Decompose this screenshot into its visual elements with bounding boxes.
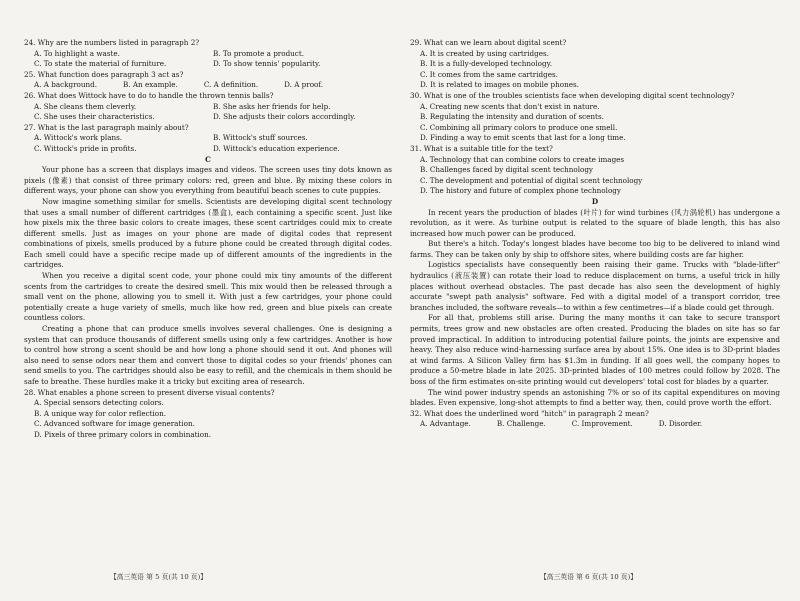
question-24-options	[24, 49, 392, 70]
page-footer-right: 【高三英语 第 6 页(共 10 页)】	[540, 573, 638, 581]
option: A. Technology that can combine colors to create images	[420, 154, 625, 164]
option: C. Wittock's pride in profits.	[34, 143, 137, 153]
passage-d-paragraph: Logistics specialists have consequently been raising their game. Trucks with "blade-lifter" hydraulics (液压装置) can rotate their load to reduce displacement on turns, a useful trick in hilly places without overhead obstacles. The past decade has also seen the development of highly accurate "swept path analysis" software. Fed with a digital model of a transport corridor, tree branches included, the software reveals—to within a few centimetres—if a blade could get through.	[410, 260, 780, 312]
question-27-options	[24, 133, 392, 154]
option: C. Advanced software for image generation.	[34, 419, 195, 429]
passage-d-paragraph: For all that, problems still arise. During the many months it can take to secure transport permits, trees grow and new obstacles are often created. Producing the blades on site has so far proved impractical. In addition to introducing potential failure points, the joints are expensive and heavy. They also reduce wind-harnessing surface area by about 15%. One idea is to 3D-print blades at wind farms. A Silicon Valley firm has $1.3m in funding. If all goes well, the company hopes to produce a 50-metre blade in late 2025. 3D-printed blades of 100 metres could follow by 2028. The boss of the firm estimates on-site printing would cut developers' total cost for blades by a quarter.	[410, 313, 780, 386]
option: A. It is created by using cartridges.	[420, 48, 549, 58]
section-d-heading: D	[591, 196, 599, 206]
question-30-stem: 30. What is one of the troubles scientists face when developing digital scent technology?	[410, 90, 735, 100]
question-24-stem: 24. Why are the numbers listed in paragraph 2?	[24, 38, 200, 47]
question-26-stem: 26. What does Wittock have to do to handle the thrown tennis balls?	[24, 90, 274, 100]
question-26-options	[24, 102, 392, 123]
passage-c-paragraph: Your phone has a screen that displays images and videos. The screen uses tiny dots known as pixels (像素) that consist of three primary colors: red, green and blue. By mixing these colors in different ways, your phone can show you everything from beautiful beach scenes to cute puppies.	[24, 165, 392, 196]
option: C. It comes from the same cartridges.	[420, 69, 558, 79]
option: A. A background.	[34, 80, 98, 90]
option: D. The history and future of complex phone technology	[420, 186, 621, 196]
option: D. A proof.	[284, 80, 324, 90]
section-c-heading: C	[205, 154, 211, 164]
option: D. To show tennis' popularity.	[213, 59, 321, 69]
question-30-options	[410, 102, 780, 144]
passage-d-paragraph: In recent years the production of blades (叶片) for wind turbines (风力涡轮机) has undergone a revolution, as it were. As turbine output is related to the square of blade length, this has also increased how much power can be produced.	[410, 207, 780, 238]
option: A. Special sensors detecting colors.	[34, 398, 164, 408]
question-29-options	[410, 49, 780, 91]
passage-c-paragraph: Creating a phone that can produce smells involves several challenges. One is designing a system that can produce thousands of different smells using only a few cartridges. Another is how to control how strong a scent should be and how long a phone should send it out. And phones will also need to sense odors near them and convert those to digital codes so your friends' phones can send smells to you. The cartridges should also be easy to refill, and the chemicals in them should be safe to breathe. These hurdles make it a tricky but exciting area of research.	[24, 324, 392, 386]
question-25-stem: 25. What function does paragraph 3 act as?	[24, 69, 184, 79]
option: B. Wittock's stuff sources.	[213, 133, 308, 143]
question-29-stem: 29. What can we learn about digital scent?	[410, 38, 567, 47]
option: C. Combining all primary colors to produce one smell.	[420, 122, 618, 132]
question-31-stem: 31. What is a suitable title for the text?	[410, 143, 553, 153]
question-28-stem: 28. What enables a phone screen to present diverse visual contents?	[24, 387, 275, 397]
option: D. She adjusts their colors accordingly.	[213, 112, 356, 122]
option: B. She asks her friends for help.	[213, 101, 331, 111]
question-28-options	[24, 398, 392, 440]
passage-c-paragraph: Now imagine something similar for smells. Scientists are developing digital scent technology that uses a small number of different cartridges (墨盒), each containing a specific scent. Just like how pixels mix the three basic colors to create images, these scent cartridges could mix to create different smells. Just as images on your phone are made of digital codes that represent combinations of pixels, smells produced by a future phone could be created through digital codes. Each smell could have a specific recipe made up of different amounts of the ingredients in the cartridges.	[24, 196, 392, 270]
question-32-options	[410, 419, 780, 430]
option: B. A unique way for color reflection.	[34, 408, 167, 418]
option: C. To state the material of furniture.	[34, 59, 167, 69]
right-column	[410, 38, 780, 430]
option: A. To highlight a waste.	[34, 48, 120, 58]
option: A. She cleans them cleverly.	[34, 101, 137, 111]
option: B. To promote a product.	[213, 48, 304, 58]
question-32-stem: 32. What does the underlined word "hitch" in paragraph 2 mean?	[410, 408, 649, 418]
option: B. Challenges faced by digital scent technology	[420, 165, 593, 175]
option: C. The development and potential of digital scent technology	[420, 175, 643, 185]
option: D. Wittock's education experience.	[213, 143, 340, 153]
passage-d-paragraph: But there's a hitch. Today's longest blades have become too big to be delivered to inland wind farms. They can be taken only by ship to offshore sites, where building costs are far higher.	[410, 239, 780, 259]
passage-c-paragraph: When you receive a digital scent code, your phone could mix tiny amounts of the different scents from the cartridges to create the desired smell. This mix would then be released through a small vent on the phone, allowing you to smell it. With just a few cartridges, your phone could potentially create a huge variety of smells, much like how red, green and blue pixels can create countless colors.	[24, 271, 392, 323]
passage-d-paragraph: The wind power industry spends an astonishing 7% or so of its capital expenditures on moving blades. Even expensive, long-shot attempts to find a better way, then, could prove worth the effort.	[410, 387, 780, 408]
option: A. Wittock's work plans.	[34, 133, 123, 143]
option: D. It is related to images on mobile phones.	[420, 80, 579, 90]
question-25-options	[24, 80, 392, 91]
page-footer-left: 【高三英语 第 5 页(共 10 页)】	[110, 573, 208, 581]
option: B. Regulating the intensity and duration of scents.	[420, 112, 604, 122]
option: C. She uses their characteristics.	[34, 112, 155, 122]
option: C. Improvement.	[571, 419, 633, 429]
option: A. Creating new scents that don't exist in nature.	[420, 101, 600, 111]
option: D. Pixels of three primary colors in combination.	[34, 429, 212, 439]
option: C. A definition.	[203, 80, 259, 90]
question-31-options	[410, 155, 780, 197]
option: D. Finding a way to emit scents that last for a long time.	[420, 133, 626, 143]
left-column	[24, 38, 392, 441]
option: B. It is a fully-developed technology.	[420, 59, 552, 69]
option: B. An example.	[123, 80, 178, 90]
option: B. Challenge.	[496, 419, 546, 429]
option: A. Advantage.	[420, 419, 471, 429]
question-27-stem: 27. What is the last paragraph mainly about?	[24, 122, 189, 132]
option: D. Disorder.	[658, 419, 703, 429]
